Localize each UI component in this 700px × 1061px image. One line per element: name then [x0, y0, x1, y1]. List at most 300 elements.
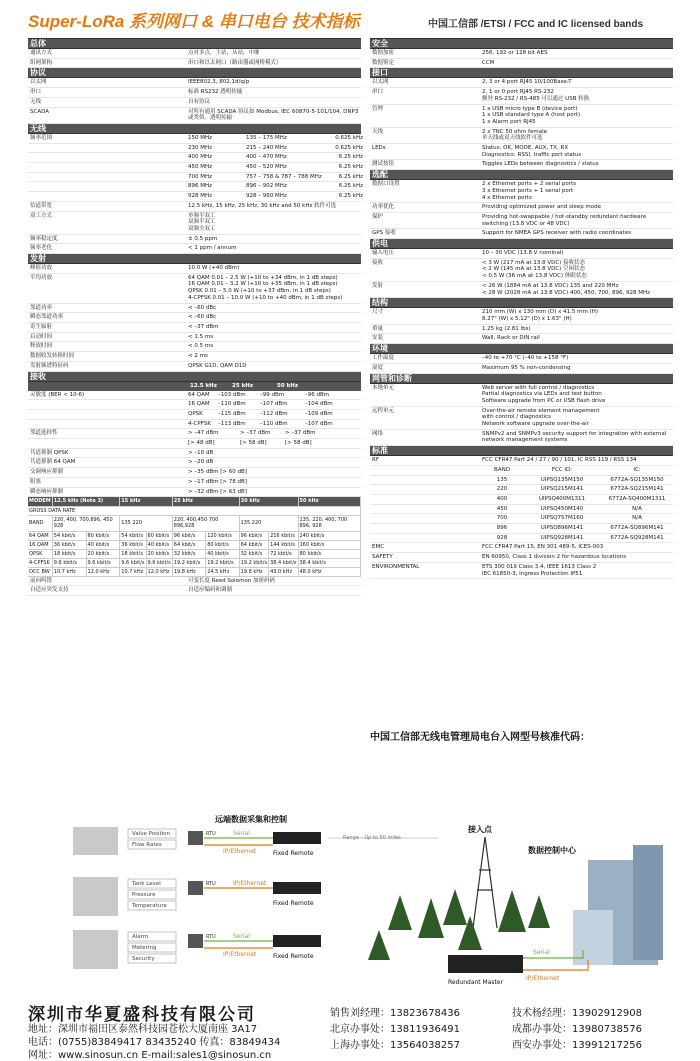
rf-band-cell: 896 [496, 525, 508, 532]
rx-key: 共道抑制 64 QAM [30, 459, 76, 466]
rx-sel-cell: [> 48 dB] [188, 440, 215, 447]
security-row [370, 49, 673, 59]
modem-cell: 64 kbit/s [172, 540, 205, 549]
rx-sens-cell: –115 dBm [218, 410, 246, 417]
ports-key: 天线 [372, 128, 384, 135]
rx-sens-cell: 64 QAM [188, 391, 210, 398]
section-rx: 接收 [28, 372, 361, 382]
freq-value [186, 173, 365, 182]
rf-band-row [370, 495, 673, 505]
freq-cell: 6.25 kHz [338, 173, 363, 180]
modem-table [28, 497, 361, 577]
section-security: 安全 [370, 39, 673, 49]
freq-cell: 6.25 kHz [338, 193, 363, 200]
approval-code-heading: 中国工信部无线电管理局电台入网型号核准代码： [370, 732, 590, 743]
rx-sel-row [28, 429, 361, 439]
options-row [370, 180, 673, 203]
modem-head-cell: 30 kHz [239, 497, 298, 506]
tx-key: 启动时间 [30, 333, 53, 340]
standards-key: EMC [372, 544, 385, 551]
options-value: Providing hot-swappable / hot-standby redundant hardware switching (13.8 VDC or 48 VDC) [482, 213, 647, 227]
rx-key: 共道抑制 QPSK [30, 449, 69, 456]
modem-cell: 24.5 kHz [206, 567, 239, 576]
modem-cell: 64 QAM [28, 531, 52, 540]
mgmt-row [370, 430, 673, 446]
radio-row [28, 202, 361, 212]
modem-head-cell: MODEM [29, 498, 51, 505]
modem-row [28, 567, 361, 576]
general-value: 点对多点，主站，从站，中继 [188, 50, 260, 56]
fixed-remote-unit [273, 935, 321, 947]
modem-cell: 120 kbit/s [206, 531, 239, 540]
modem-cell: 96 kbit/s [239, 531, 268, 540]
rx-sens-cell: –103 dBm [218, 391, 246, 398]
mgmt-key: 远程单元 [372, 407, 395, 414]
data-center-label [528, 845, 577, 855]
ports-value: 1 x USB micro type B (device port) 1 x USB standard type A (host port) 1 x Alarm port RJ45 [482, 105, 581, 125]
signal-label: Temperature [132, 903, 167, 909]
shanghai-office: 上海办事处：13564038257 [330, 1040, 460, 1051]
link-label-ip: IP/Ethernet [223, 951, 257, 958]
section-tx: 发射 [28, 254, 361, 264]
rtu-label: RTU [206, 881, 216, 887]
fixed-remote-unit [273, 832, 321, 844]
ports-row [370, 128, 673, 144]
general-key: 通讯方式 [30, 50, 53, 56]
modem-cell: 10.7 kHz [52, 567, 86, 576]
fec-row [28, 577, 361, 587]
freq-value [186, 192, 365, 201]
rf-band-row [370, 476, 673, 486]
modem-band-cell: 220, 400, 700,896, 450 928 [52, 515, 119, 531]
rf-band-row [370, 505, 673, 515]
modem-cell: 12.0 kHz [86, 567, 120, 576]
rx-sens-value [186, 391, 361, 400]
tx-row [28, 333, 361, 343]
options-row [370, 229, 673, 239]
tx-value: < 0.5 ms [188, 343, 214, 350]
site-icon [73, 877, 118, 916]
modem-cell: 40 kbit/s [86, 540, 120, 549]
tx-key: 峰值功放 [30, 265, 53, 272]
rx-sens-cell: –112 dBm [260, 410, 288, 417]
radio-value: ± 0.5 ppm [188, 235, 218, 242]
rx-sens-cell: –96 dBm [305, 391, 330, 398]
rx-sens-row [28, 391, 361, 401]
company-name: 深圳市华夏盛科技有限公司 [28, 1005, 256, 1025]
modem-cell: 240 kbit/s [298, 531, 361, 540]
rx-sel-cell: > –47 dBm [188, 430, 219, 437]
options-value: Providing optimized power and sleep mode [482, 204, 602, 211]
env-key: 湿度 [372, 364, 384, 371]
rx-sens-cell: –99 dBm [260, 391, 285, 398]
options-key: 保护 [372, 213, 384, 220]
rx-sens-key [28, 420, 186, 429]
address: 地址：深圳市福田区泰然科技园苍松大厦南座 3A17 [28, 1024, 258, 1035]
modem-band-cell: 135 220 [239, 515, 298, 531]
modem-cell: 144 kbit/s [269, 540, 298, 549]
protocol-row [28, 78, 361, 88]
ports-key: 串口 [372, 89, 384, 96]
rf-band-cell: N/A [632, 505, 642, 512]
modem-band-cell: 135, 220, 400, 700 896, 928 [298, 515, 361, 531]
modem-cell: 43.0 kHz [269, 567, 298, 576]
mech-row [370, 334, 673, 344]
fec-key: 自适应突发支持 [30, 587, 69, 594]
ports-key: LEDs [372, 145, 386, 152]
fec-value: 自适应编码和调制 [188, 587, 233, 594]
modem-cell: 38.4 kbit/s [270, 559, 297, 566]
modem-cell: 64 kbit/s [239, 540, 268, 549]
rf-band-row [370, 514, 673, 524]
modem-cell: 19.2 kbit/s [172, 558, 205, 567]
rx-sens-value [186, 420, 361, 429]
freq-cell: 450 MHz [188, 164, 213, 171]
mech-key: 安装 [372, 335, 384, 342]
tx-value: < –37 dBm [188, 323, 219, 330]
protocol-value: 标准 RS232 透明传输 [188, 89, 243, 96]
freq-row [28, 153, 361, 163]
protocol-key: 无线 [30, 98, 42, 105]
rx-sens-cell: –110 dBm [218, 401, 246, 408]
rx-sel-row [28, 439, 361, 449]
power-key: 接收 [372, 259, 384, 266]
rx-sens-cell: –104 dBm [305, 401, 333, 408]
tx-row [28, 362, 361, 372]
modem-cell: 19.8 kHz [239, 567, 268, 576]
svg-text:接入点: 接入点 [468, 825, 492, 834]
rf-band-cell: 928 [496, 534, 508, 541]
tx-row [28, 264, 361, 274]
section-mech: 结构 [370, 298, 673, 308]
rf-band-value [480, 514, 674, 523]
modem-row [28, 531, 361, 540]
tx-value: < 1.5 ms [188, 333, 214, 340]
ports-key: 管理 [372, 105, 384, 112]
spec-column-left [28, 38, 361, 596]
freq-cell: 230 MHz [188, 144, 213, 151]
modem-cell: 160 kbit/s [298, 540, 361, 549]
xian-office: 西安办事处：13991217256 [512, 1040, 642, 1051]
modem-gross: GROSS DATA RATE [28, 506, 361, 515]
modem-band-row [28, 515, 361, 531]
svg-text:远端数据采集和控制: 远端数据采集和控制 [215, 815, 287, 824]
rtu-box [188, 881, 203, 895]
mech-row [370, 308, 673, 324]
section-radio: 无线 [28, 124, 361, 134]
protocol-key: 以太网 [30, 79, 47, 86]
security-key: 数据鉴定 [372, 59, 395, 66]
rf-band-row [370, 524, 673, 534]
mech-value: 210 mm (W) x 130 mm (D) x 41.5 mm (H) 8.27" (W) x 5.12" (D) x 1.63" (H) [482, 309, 599, 322]
ports-row [370, 144, 673, 160]
tx-value: QPSK G1D, QAM D1D [188, 362, 247, 369]
mgmt-key: 本地单元 [372, 384, 395, 391]
options-key: GPS 接收 [372, 230, 396, 237]
mgmt-value: Web server with full control / diagnostics Partial diagnostics via LEDs and test button Software upgrade from PC or USB flash drive [482, 384, 606, 404]
network-diagram [28, 810, 678, 995]
rx-value: > –20 dB [188, 459, 214, 466]
page-subtitle: 中国工信部 /ETSI / FCC and IC licensed bands [428, 19, 644, 30]
options-key: 数据口设置 [372, 181, 400, 188]
modem-cell: 80 kbit/s [298, 549, 361, 558]
rf-band-cell: UIPSQ928M141 [540, 534, 584, 541]
rx-row [28, 488, 361, 498]
modem-band-cell: 220, 400,450 700 896,928 [172, 515, 239, 531]
modem-cell: 20 kbit/s [146, 549, 172, 558]
rx-sens-cell: QPSK [188, 410, 203, 417]
tx-row [28, 323, 361, 333]
rf-band-cell: 700 [496, 515, 508, 522]
modem-cell: OCC BW [28, 567, 52, 576]
chengdu-office: 成都办事处：13980738576 [512, 1024, 642, 1035]
rf-head-value [480, 466, 674, 475]
rx-sel-key: 邻道选择性 [30, 430, 58, 437]
freq-cell: 757 – 758 & 787 – 788 MHz [246, 173, 322, 180]
rf-band-cell: 220 [496, 486, 508, 493]
freq-key [28, 144, 186, 153]
modem-row [28, 540, 361, 549]
power-key: 发射 [372, 282, 384, 289]
rf-band-value [480, 505, 674, 514]
radio-key: 信道带宽 [30, 202, 53, 209]
protocol-key: SCADA [30, 108, 49, 115]
rx-sens-cell: –110 dBm [260, 420, 288, 427]
rx-sens-key [28, 410, 186, 419]
protocol-row [28, 88, 361, 98]
rf-band-cell: UIPSQ896M141 [540, 525, 584, 532]
mgmt-key: 网络 [372, 430, 384, 437]
rtu-label: RTU [206, 831, 216, 837]
ports-value: Status: OK, MODE, AUX, TX, RX Diagnostics: RSSI, traffic port status [482, 145, 582, 158]
modem-cell: 4-CPFSK [28, 558, 52, 567]
power-key: 输入电压 [372, 250, 395, 257]
freq-cell: 928 – 960 MHz [246, 193, 287, 200]
tx-row [28, 313, 361, 323]
modem-gross-row [28, 506, 361, 515]
ports-key: 以太网 [372, 79, 389, 86]
power-row [370, 282, 673, 298]
rx-row [28, 458, 361, 468]
freq-value [186, 144, 365, 153]
site-icon [73, 930, 118, 969]
link-label: Serial [233, 933, 250, 940]
fixed-remote-label: Fixed Remote [273, 900, 314, 907]
mech-row [370, 325, 673, 335]
security-value: CCM [482, 59, 495, 66]
radio-key: 频率老化 [30, 245, 53, 252]
rtu-box [188, 934, 203, 948]
rf-head-cell: BAND [494, 466, 510, 473]
rx-sens-cell: 4-CPFSK [188, 420, 211, 427]
tx-value: 10.0 W (+40 dBm) [188, 265, 240, 272]
tx-key: 数据收发转换时间 [30, 353, 75, 360]
fixed-remote-unit [273, 882, 321, 894]
link-label: Serial [233, 830, 250, 837]
tx-key: 平均功放 [30, 274, 53, 281]
rx-head-cell: 25 kHz [232, 382, 254, 389]
page-title: Super-LoRa 系列网口 & 串口电台 技术指标 [28, 12, 360, 31]
link-label: IP/Ethernet [233, 880, 267, 887]
options-value: 2 x Ethernet ports + 2 serial ports 3 x Ethernet ports + 1 serial port 4 x Ethernet ports [482, 181, 577, 201]
ports-value: Toggles LEDs between diagnostics / status [482, 161, 599, 168]
freq-value [186, 153, 365, 162]
modem-cell: 40 kbit/s [146, 540, 172, 549]
modem-cell: 9.6 kbit/s [147, 559, 171, 566]
protocol-value: IEEE802.3, 802.1d/q/p [188, 79, 250, 86]
rx-sens-row [28, 400, 361, 410]
rf-band-cell: N/A [632, 515, 642, 522]
freq-row [28, 144, 361, 154]
rx-sens-cell: 16 QAM [188, 401, 210, 408]
mgmt-value: Over-the-air remote element management with control / diagnostics Network software upgrade over-the-air [482, 407, 600, 428]
protocol-value: 自有协议 [188, 98, 211, 105]
website-email: 网址：www.sinosun.cn E-mail:sales1@sinosun.cn [28, 1050, 272, 1061]
svg-text:Redundant Master: Redundant Master [448, 979, 504, 986]
freq-cell: 450 – 520 MHz [246, 164, 287, 171]
rf-band-value [480, 476, 674, 485]
mgmt-row [370, 407, 673, 430]
standards-key: SAFETY [372, 554, 393, 561]
ports-row [370, 88, 673, 104]
rf-band-key [370, 534, 480, 543]
radio-key: 频率稳定度 [30, 235, 58, 242]
mech-key: 尺寸 [372, 309, 384, 316]
rf-band-key [370, 495, 480, 504]
rf-band-cell: UIPSQ400M1311 [538, 495, 586, 502]
modem-head-cell: 50 kHz [298, 497, 361, 506]
freq-key [28, 163, 186, 172]
freq-value [186, 134, 365, 143]
modem-header [28, 497, 361, 506]
section-env: 环境 [370, 344, 673, 354]
fec-value: 可变长度 Reed Solomon 加密码码 [188, 577, 276, 584]
modem-cell: 9.6 kbit/s [121, 559, 145, 566]
tx-value: < 2 ms [188, 353, 208, 360]
freq-value [186, 182, 365, 191]
ports-row [370, 78, 673, 88]
svg-text:数据控制中心: 数据控制中心 [528, 846, 576, 855]
general-row [28, 49, 361, 59]
svg-text:IP/Ethernet: IP/Ethernet [526, 975, 560, 982]
sales-contact: 销售刘经理：13823678436 [330, 1008, 460, 1019]
rf-band-cell: 6772A-SQ896M141 [610, 525, 664, 532]
ports-key: 测试按钮 [372, 161, 395, 168]
rf-band-key [370, 476, 480, 485]
modem-row [28, 558, 361, 567]
rf-head-key [370, 466, 480, 475]
rx-row [28, 478, 361, 488]
rx-value: > –10 dB [188, 449, 214, 456]
standards-value: EN 60950, Class 1 division 2 for hazardous locations [482, 554, 627, 561]
standards-row [370, 563, 673, 579]
standards-value: FCC CFR47 Part 15, EN 301 489-5, ICES-003 [482, 544, 604, 551]
rx-key: 交调响应抑制 [30, 469, 64, 476]
rx-head-cell: 50 kHz [277, 382, 299, 389]
signal-label: Security [132, 956, 155, 962]
rf-band-cell: 450 [496, 505, 508, 512]
radio-row [28, 212, 361, 235]
mech-key: 重量 [372, 325, 384, 332]
rx-sens-row [28, 420, 361, 430]
modem-cell: 36 kbit/s [120, 540, 146, 549]
fixed-remote-label: Fixed Remote [273, 953, 314, 960]
rf-band-row [370, 485, 673, 495]
section-ports: 接口 [370, 68, 673, 78]
rx-sel-cell: > –37 dBm [285, 430, 316, 437]
rf-band-row [370, 534, 673, 544]
modem-cell: 19.2 kbit/s [240, 559, 268, 566]
radio-row [28, 244, 361, 254]
fixed-remote-label: Fixed Remote [273, 850, 314, 857]
modem-cell: 54 kbit/s [120, 531, 146, 540]
rf-band-cell: UIPSQ215M141 [540, 486, 584, 493]
tx-key: 邻道功率 [30, 304, 53, 311]
rx-row [28, 468, 361, 478]
tower-icon [473, 837, 497, 928]
modem-cell: 19.2 kbit/s [206, 558, 239, 567]
tx-row [28, 352, 361, 362]
tx-row [28, 274, 361, 304]
freq-cell: 896 MHz [188, 183, 213, 190]
rx-sens-value [186, 410, 361, 419]
mech-value: Wall, Rack or DIN rail [482, 335, 540, 342]
modem-cell: 80 kbit/s [206, 540, 239, 549]
rx-head-cell [28, 382, 186, 391]
ports-row [370, 160, 673, 170]
standards-value: ETS 300 019 Class 3.4, IEEE 1613 Class 2 IEC 61850-3, Ingress Protection IP51 [482, 563, 597, 577]
access-point-label [467, 824, 493, 834]
modem-cell: 48.0 kHz [298, 567, 361, 576]
rf-band-cell: UIPSQ450M140 [540, 505, 584, 512]
ports-row [370, 105, 673, 128]
tx-row [28, 342, 361, 352]
env-value: Maximum 95 % non-condensing [482, 364, 571, 371]
modem-cell: 10.7 kHz [120, 567, 146, 576]
radio-value: 12.5 kHz, 15 kHz, 25 kHz, 30 kHz and 50 kHz 软件可选 [188, 202, 337, 209]
section-mgmt: 网管和诊断 [370, 374, 673, 384]
freq-value [186, 163, 365, 172]
rf-head-row [370, 466, 673, 476]
site-icon [73, 827, 118, 855]
freq-cell: 6.25 kHz [338, 164, 363, 171]
modem-cell: 12.0 kHz [146, 567, 172, 576]
rx-sens-cell: –107 dBm [260, 401, 288, 408]
tx-value: < –60 dBc [188, 304, 217, 311]
options-key: 功率优化 [372, 204, 395, 211]
modem-cell: QPSK [28, 549, 52, 558]
freq-row [28, 192, 361, 202]
rx-sel-value [186, 439, 361, 448]
ports-value: 2, 3 or 4 port RJ45 10/100Base-T [482, 79, 572, 86]
tx-key: 瞬态邻道功率 [30, 314, 64, 321]
rf-band-cell: 6772A-SQ215M141 [610, 486, 664, 493]
freq-cell: 896 – 902 MHz [246, 183, 287, 190]
tech-contact: 技术杨经理：13902912908 [512, 1008, 642, 1019]
modem-head-cell: 25 kHz [172, 497, 239, 506]
freq-cell: 0.625 kHz [335, 134, 363, 141]
radio-value: 单频半双工 双频半双工 双频全双工 [188, 212, 216, 232]
protocol-value: 对所有通用 SCADA 协议如 Modbus, IEC 60870-5-101/104, DNP3 或类似。透明传输 [188, 108, 359, 122]
svg-text:Serial: Serial [533, 949, 550, 956]
rx-sel-cell: [> 58 dB] [285, 440, 312, 447]
tx-key: 寄生辐射 [30, 323, 53, 330]
modem-cell: 216 kbit/s [269, 531, 298, 540]
mgmt-row [370, 384, 673, 407]
security-key: 数据加密 [372, 50, 395, 56]
rx-sel-value [186, 429, 361, 438]
signal-label: Alarm [132, 934, 149, 940]
